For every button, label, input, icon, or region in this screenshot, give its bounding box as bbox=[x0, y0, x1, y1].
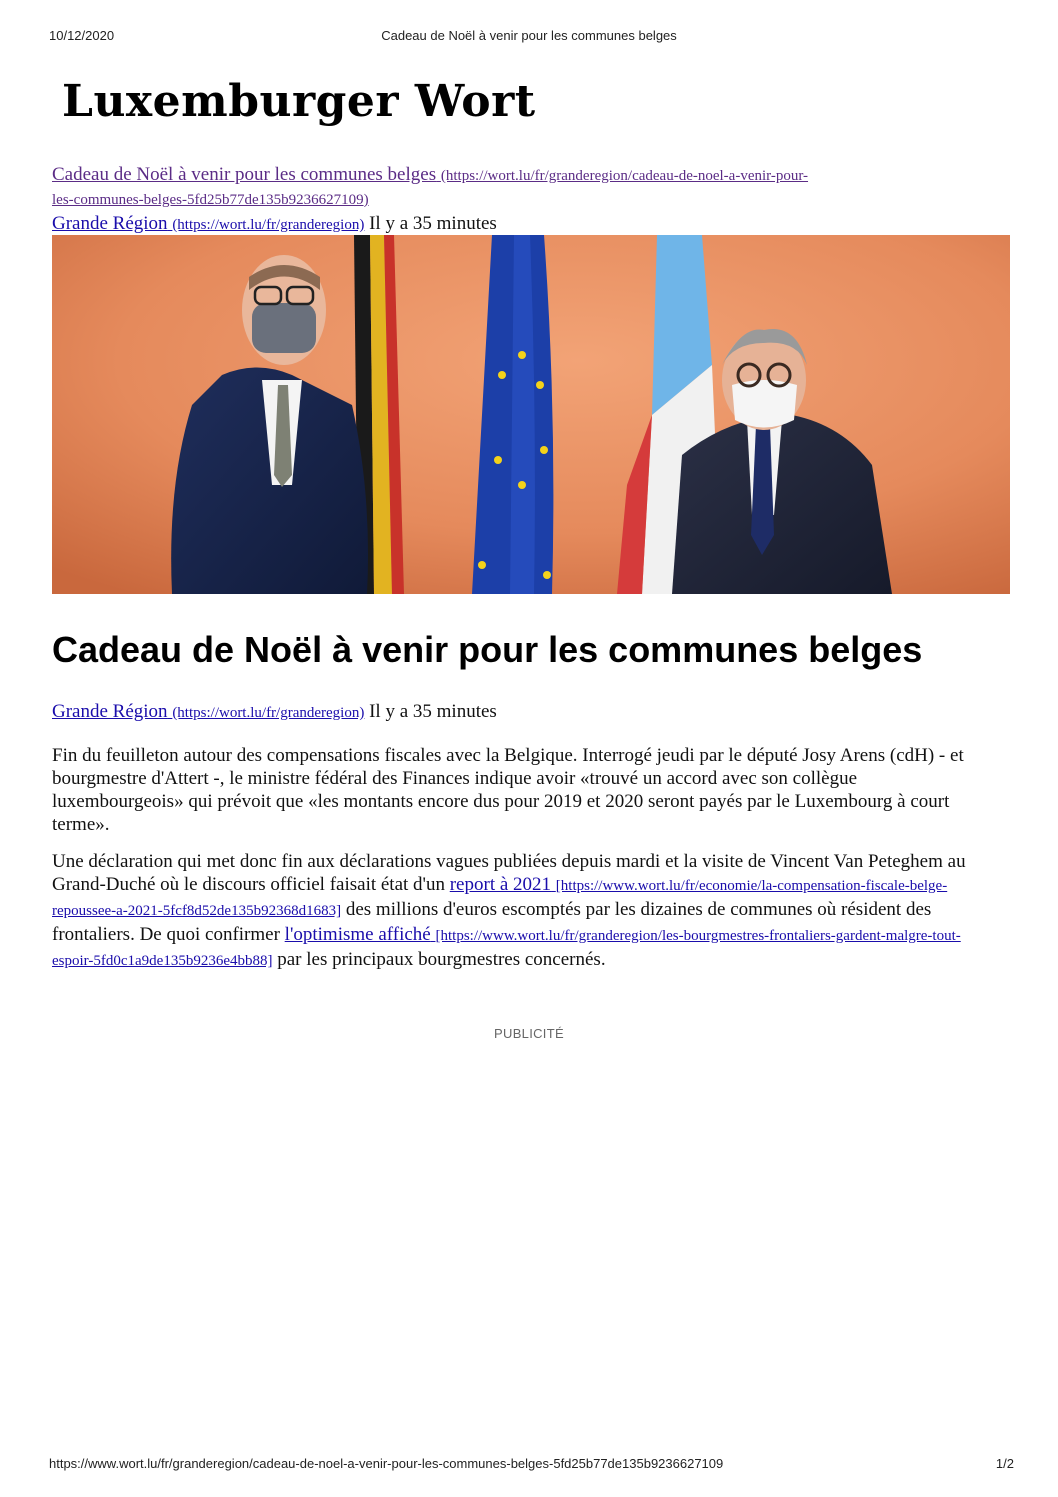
category-text: Grande Région bbox=[52, 701, 168, 722]
article-link[interactable] bbox=[52, 164, 982, 212]
optimisme-link-text: l'optimisme affiché bbox=[284, 924, 431, 945]
article-link-text: Cadeau de Noël à venir pour les communes belges bbox=[52, 164, 437, 185]
publish-time-top: Il y a 35 minutes bbox=[369, 213, 497, 234]
article-headline: Cadeau de Noël à venir pour les communes belges bbox=[52, 629, 923, 670]
print-footer-url: https://www.wort.lu/fr/granderegion/cadeau-de-noel-a-venir-pour-les-communes-belges-5fd25b77de135b9236627109 bbox=[49, 1456, 724, 1471]
category-link-url: (https://wort.lu/fr/granderegion) bbox=[172, 217, 365, 233]
article-body bbox=[52, 744, 982, 987]
article-link-url-2: les-communes-belges-5fd25b77de135b9236627109) bbox=[52, 192, 369, 208]
category-link[interactable] bbox=[52, 701, 364, 722]
print-date: 10/12/2020 bbox=[49, 28, 115, 43]
article-meta bbox=[52, 700, 497, 725]
optimisme-link-url: [https://www.wort.lu/fr/granderegion/les-bourgmestres-frontaliers-gardent-malgre-tout-espoir-5fd0c1a9de135b9236e4bb88] bbox=[52, 928, 961, 969]
article-photo-illustration bbox=[52, 235, 1010, 594]
print-page-number: 1/2 bbox=[995, 1456, 1014, 1471]
article-link-url-1: (https://wort.lu/fr/granderegion/cadeau-de-noel-a-venir-pour- bbox=[440, 168, 809, 184]
print-title: Cadeau de Noël à venir pour les communes belges bbox=[381, 28, 677, 43]
publish-time: Il y a 35 minutes bbox=[369, 701, 497, 722]
p2-text-2: des millions d'euros escomptés par les dizaines de communes où résident des frontaliers. De quoi confirmer bbox=[52, 899, 932, 945]
category-url: (https://wort.lu/fr/granderegion) bbox=[172, 705, 365, 721]
article-photo bbox=[52, 235, 1010, 594]
top-links bbox=[52, 163, 982, 237]
p2-text-3: par les principaux bourgmestres concernés. bbox=[272, 949, 606, 970]
report-2021-link-text: report à 2021 bbox=[449, 874, 552, 895]
category-link-text: Grande Région bbox=[52, 213, 168, 234]
p2-text-1: Une déclaration qui met donc fin aux déclarations vagues publiées depuis mardi et la visite de Vincent Van Peteghem au Grand-Duché où le discours officiel faisait état d'un bbox=[52, 851, 966, 895]
category-link-top[interactable] bbox=[52, 213, 364, 234]
paragraph-2 bbox=[52, 850, 982, 973]
report-2021-link-url: [https://www.wort.lu/fr/economie/la-compensation-fiscale-belge-repoussee-a-2021-5fcf8d52de135b92368d1683] bbox=[52, 878, 948, 919]
site-logo[interactable]: Luxemburger Wort bbox=[62, 76, 536, 127]
paragraph-1: Fin du feuilleton autour des compensations fiscales avec la Belgique. Interrogé jeudi par le député Josy Arens (cdH) - et bourgmestre d'Attert -, le ministre fédéral des Finances indique avoir «trouvé un accord avec son collègue luxembourgeois» qui prévoit que «les montants encore dus pour 2019 et 2020 seront payés par le Luxembourg à court terme». bbox=[52, 745, 964, 835]
advert-label: PUBLICITÉ bbox=[494, 1026, 564, 1041]
